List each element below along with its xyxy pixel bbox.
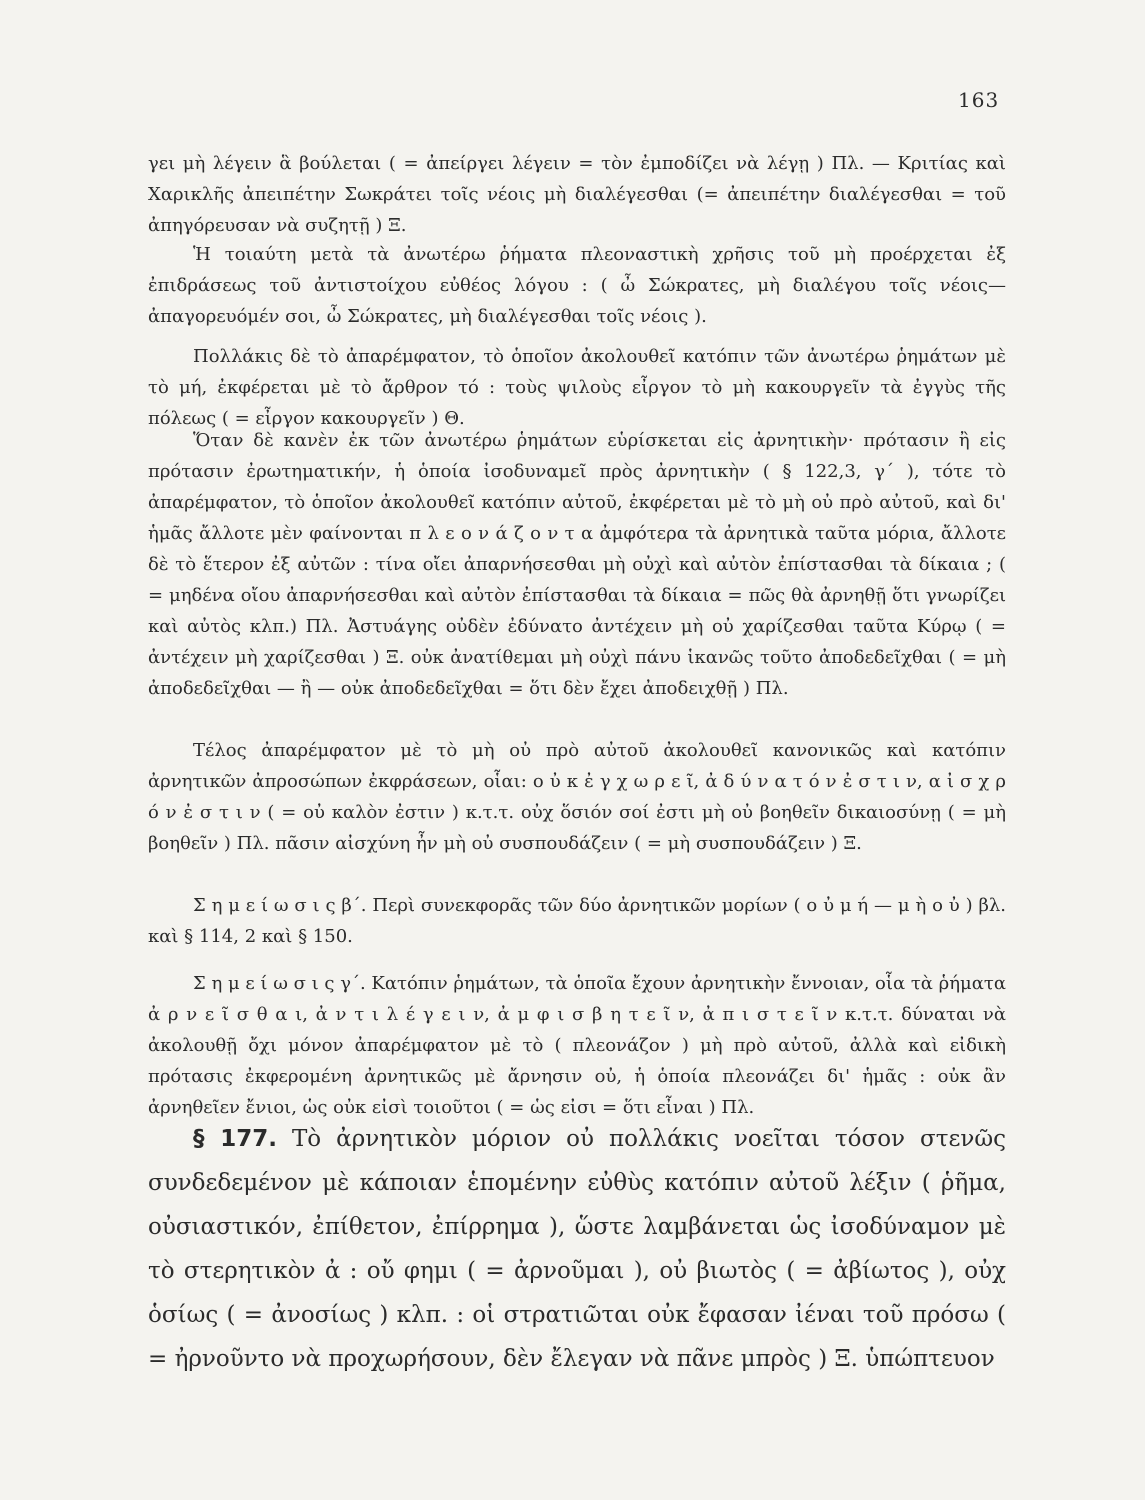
paragraph-text: Σ η μ ε ί ω σ ι ς β΄. Περὶ συνεκφορᾶς τῶν δύο ἀρνητικῶν μορίων ( ο ὐ μ ή — μ ὴ ο ὐ ) βλ. καὶ § 114, 2 καὶ § 150. [148,895,1006,947]
paragraph-2 [148,239,1006,332]
paragraph-text: γει μὴ λέγειν ἃ βούλεται ( = ἀπείργει λέγειν = τὸν ἐμποδίζει νὰ λέγῃ ) Πλ. — Κριτίας καὶ Χαρικλῆς ἀπειπέτην Σωκράτει τοῖς νέοις μὴ διαλέγεσθαι (= ἀπειπέτην διαλέγεσθαι = τοῦ ἀπηγόρευσαν νὰ συζητῇ ) Ξ. [148,153,1006,236]
paragraph-text: Σ η μ ε ί ω σ ι ς γ΄. Κατόπιν ῥημάτων, τὰ ὁποῖα ἔχουν ἀρνητικὴν ἔννοιαν, οἷα τὰ ῥήματα ἀ ρ ν ε ῖ σ θ α ι, ἀ ν τ ι λ έ γ ε ι ν, ἀ μ φ ι σ β η τ ε ῖ ν, ἀ π ι σ τ ε ῖ ν κ.τ.τ. δύναται νὰ ἀκολουθῇ ὄχι μόνον ἀπαρέμφατον μὲ τὸ ( πλεονάζον ) μὴ πρὸ αὐτοῦ, ἀλλὰ καὶ εἰδικὴ πρότασις ἐκφερομένη ἀρνητικῶς μὲ ἄρνησιν οὐ, ἡ ὁποία πλεονάζει δι' ἡμᾶς : οὐκ ἂν ἀρνηθεῖεν ἔνιοι, ὡς οὐκ εἰσὶ τοιοῦτοι ( = ὡς εἰσι = ὅτι εἶναι ) Πλ. [148,973,1006,1118]
note-gamma [148,968,1006,1123]
paragraph-text: Ἡ τοιαύτη μετὰ τὰ ἀνωτέρω ῥήματα πλεοναστικὴ χρῆσις τοῦ μὴ προέρχεται ἐξ ἐπιδράσεως τοῦ ἀντιστοίχου εὐθέος λόγου : ( ὦ Σώκρατες, μὴ διαλέγου τοῖς νέοις—ἀπαγορευόμέν σοι, ὦ Σώκρατες, μὴ διαλέγεσθαι τοῖς νέοις ). [148,244,1006,327]
note-beta [148,890,1006,952]
section-number: § 177. [193,1126,277,1152]
paragraph-5 [148,735,1006,859]
paragraph-text: Τέλος ἀπαρέμφατον μὲ τὸ μὴ οὐ πρὸ αὐτοῦ ἀκολουθεῖ κανονικῶς καὶ κατόπιν ἀρνητικῶν ἀπροσώπων ἐκφράσεων, οἷαι: ο ὐ κ ἐ γ χ ω ρ ε ῖ, ἀ δ ύ ν α τ ό ν ἐ σ τ ι ν, α ἰ σ χ ρ ό ν ἐ σ τ ι ν ( = οὐ καλὸν ἐστιν ) κ.τ.τ. οὐχ ὅσιόν σοί ἐστι μὴ οὐ βοηθεῖν δικαιοσύνῃ ( = μὴ βοηθεῖν ) Πλ. πᾶσιν αἰσχύνη ἦν μὴ οὐ συσπουδάζειν ( = μὴ συσπουδάζειν ) Ξ. [148,740,1006,854]
page-number: 163 [958,88,1000,112]
paragraph-text: Πολλάκις δὲ τὸ ἀπαρέμφατον, τὸ ὁποῖον ἀκολουθεῖ κατόπιν τῶν ἀνωτέρω ῥημάτων μὲ τὸ μή, ἐκφέρεται μὲ τὸ ἄρθρον τό : τοὺς ψιλοὺς εἶργον τὸ μὴ κακουργεῖν τὰ ἐγγὺς τῆς πόλεως ( = εἶργον κακουργεῖν ) Θ. [148,346,1006,429]
paragraph-1 [148,148,1006,241]
section-text: Τὸ ἀρνητικὸν μόριον οὐ πολλάκις νοεῖται τόσον στενῶς συνδεδεμένον μὲ κάποιαν ἑπομένην εὐθὺς κατόπιν αὐτοῦ λέξιν ( ῥῆμα, οὐσιαστικόν, ἐπίθετον, ἐπίρρημα ), ὥστε λαμβάνεται ὡς ἰσοδύναμον μὲ τὸ στερητικὸν ἀ : οὔ φημι ( = ἀρνοῦμαι ), οὐ βιωτὸς ( = ἀβίωτος ), οὐχ ὁσίως ( = ἀνοσίως ) κλπ. : οἱ στρατιῶται οὐκ ἔφασαν ἰέναι τοῦ πρόσω ( = ἠρνοῦντο νὰ προχωρήσουν, δὲν ἔλεγαν νὰ πᾶνε μπρὸς ) Ξ. ὑπώπτευον [148,1126,1006,1372]
paragraph-text: Ὅταν δὲ κανὲν ἐκ τῶν ἀνωτέρω ῥημάτων εὑρίσκεται εἰς ἀρνητικὴν· πρότασιν ἢ εἰς πρότασιν ἐρωτηματικήν, ἡ ὁποία ἰσοδυναμεῖ πρὸς ἀρνητικὴν ( § 122,3, γ΄ ), τότε τὸ ἀπαρέμφατον, τὸ ὁποῖον ἀκολουθεῖ κατόπιν αὐτοῦ, ἐκφέρεται μὲ τὸ μὴ οὐ πρὸ αὐτοῦ, καὶ δι' ἡμᾶς ἄλλοτε μὲν φαίνονται π λ ε ο ν ά ζ ο ν τ α ἀμφότερα τὰ ἀρνητικὰ ταῦτα μόρια, ἄλλοτε δὲ τὸ ἕτερον ἐξ αὐτῶν : τίνα οἴει ἀπαρνήσεσθαι μὴ οὐχὶ καὶ αὐτὸν ἐπίστασθαι τὰ δίκαια ; ( = μηδένα οἴου ἀπαρνήσεσθαι καὶ αὐτὸν ἐπίστασθαι τὰ δίκαια = πῶς θὰ ἀρνηθῇ ὅτι γνωρίζει καὶ αὐτὸς κλπ.) Πλ. Ἀστυάγης οὐδὲν ἐδύνατο ἀντέχειν μὴ οὐ χαρίζεσθαι ταῦτα Κύρῳ ( = ἀντέχειν μὴ χαρίζεσθαι ) Ξ. οὐκ ἀνατίθεμαι μὴ οὐχὶ πάνυ ἱκανῶς τοῦτο ἀποδεδεῖχθαι ( = μὴ ἀποδεδεῖχθαι — ἢ — οὐκ ἀποδεδεῖχθαι = ὅτι δὲν ἔχει ἀποδειχθῇ ) Πλ. [148,430,1006,699]
paragraph-3 [148,341,1006,434]
section-177 [148,1117,1006,1381]
paragraph-4 [148,425,1006,704]
